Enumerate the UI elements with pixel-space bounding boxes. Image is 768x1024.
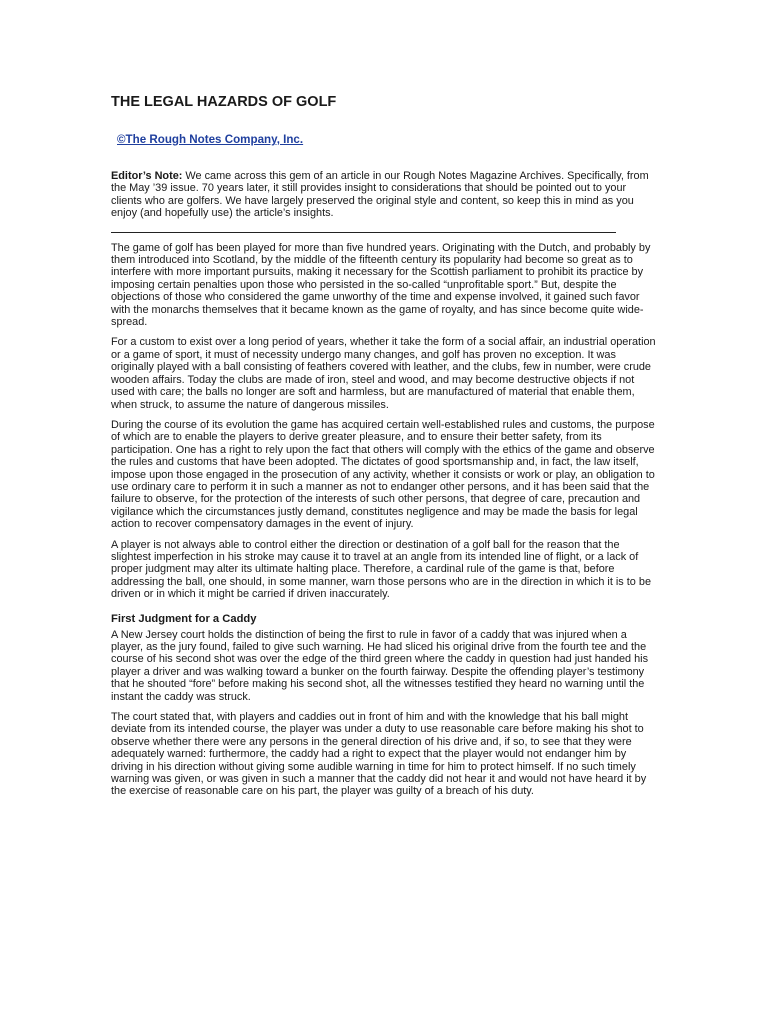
section-heading: First Judgment for a Caddy	[111, 612, 257, 625]
paragraph-4: A player is not always able to control either the direction or destination of a golf ball for the reason that the slightest imperfection in his stroke may cause it to travel at an angle from its intended line of flight, or a lack of proper judgment may alter its ultimate halting place. Therefore, a cardinal rule of the game is that, before addressing the ball, one should, in some manner, warn those persons who are in the direction in which it is to be driven or in which it might be carried if driven inaccurately.	[111, 538, 652, 601]
editors-note	[111, 170, 656, 220]
editors-note-text: We came across this gem of an article in our Rough Notes Magazine Archives. Specifically, from the May ’39 issue. 70 years later, it still provides insight to considerations that should be pointed out to your clients who are golfers. We have largely preserved the original style and content, so keep this in mind as you enjoy (and hopefully use) the article’s insights.	[111, 170, 649, 220]
section-paragraph-1: A New Jersey court holds the distinction of being the first to rule in favor of a caddy that was injured when a player, as the jury found, failed to give such warning. He had sliced his original drive from the fourth tee and the course of his second shot was over the edge of the third green where the caddy in question had just handed his player a driver and was walking toward a bunker on the fourth fairway. Despite the offending player’s testimony that he shouted “fore” before making his second shot, all the witnesses testified they heard no warning until the instant the caddy was struck.	[111, 628, 649, 703]
section-paragraph-2: The court stated that, with players and caddies out in front of him and with the knowledge that his ball might deviate from its intended course, the player was under a duty to use reasonable care before making his shot to observe whether there were any persons in the general direction of his drive and, if so, to see that they were adequately warned: furthermore, the caddy had a right to expect that the player would not endanger him by driving in his direction without giving some audible warning in time for him to protect himself. If no such timely warning was given, or was given in such a manner that the caddy did not hear it and would not have heard it by the exercise of reasonable care on his part, the player was guilty of a breach of his duty.	[111, 711, 647, 798]
paragraph-2: For a custom to exist over a long period of years, whether it take the form of a social affair, an industrial operation or a game of sport, it must of necessity undergo many changes, and golf has proven no exception. It was originally played with a ball consisting of feathers covered with leather, and the clubs, few in number, were crude wooden affairs. Today the clubs are made of iron, steel and wood, and may become destructive objects if not used with care; the balls no longer are soft and harmless, but are manufactured of material that enable them, when struck, to assume the nature of dangerous missiles.	[111, 336, 656, 411]
paragraph-1: The game of golf has been played for more than five hundred years. Originating with the Dutch, and probably by them introduced into Scotland, by the middle of the fifteenth century its popularity had become so great as to interfere with more important pursuits, making it necessary for the Scottish parliament to prohibit its practice by imposing certain penalties upon those who persisted in the so-called “unprofitable sport.” But, despite the objections of those who considered the game unworthy of the time and expense involved, it gained such favor with the monarchs themselves that it became known as the game of royalty, and has since become quite wide-spread.	[111, 241, 651, 329]
horizontal-divider	[111, 232, 616, 233]
copyright-link[interactable]: ©The Rough Notes Company, Inc.	[117, 133, 304, 146]
editors-note-label: Editor’s Note:	[111, 170, 183, 182]
paragraph-3: During the course of its evolution the game has acquired certain well-established rules and customs, the purpose of which are to enable the players to derive greater pleasure, and to ensure their better safety, from its participation. One has a right to rely upon the fact that others will comply with the ethics of the game and observe the rules and customs that have been adopted. The dictates of good sportsmanship and, in fact, the law itself, impose upon those engaged in the prosecution of any activity, whether it consists or work or play, an obligation to use ordinary care to perform it in such a manner as not to endanger other persons, and it has been said that the failure to observe, for the protection of the interests of such other persons, that degree of care, precaution and vigilance which the circumstances justly demand, constitutes negligence and may be made the basis for legal action to recover compensatory damages in the event of injury.	[111, 418, 655, 531]
page-title: THE LEGAL HAZARDS OF GOLF	[111, 94, 337, 110]
article	[111, 94, 656, 798]
